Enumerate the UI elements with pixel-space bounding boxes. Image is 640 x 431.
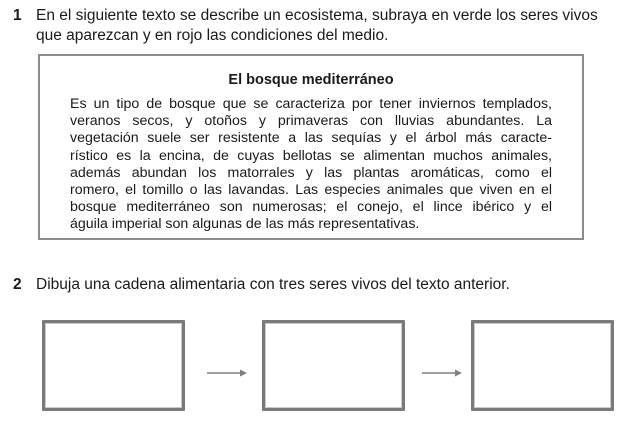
reading-line: romero, el tomillo o las lavandas. Las especies animales que viven en el [70,181,552,198]
question-2 [13,275,633,297]
food-chain-box-2[interactable] [262,320,405,411]
reading-title: El bosque mediterráneo [228,72,394,88]
reading-line: veranos secos, y otoños y primaveras con lluvias abundantes. La [70,113,552,130]
reading-line: bosque mediterráneo son numerosas; el conejo, el lince ibérico y el [70,199,552,216]
question-1-line-2: que aparezcan y en rojo las condiciones del medio. [36,27,389,44]
food-chain-box-3[interactable] [471,320,614,411]
reading-line: águila imperial son algunas de las más representativas. [70,216,420,233]
reading-body [70,96,552,234]
question-1-number: 1 [13,7,22,24]
reading-line: vegetación suele ser resistente a las sequías y el árbol más caracte- [70,130,552,147]
reading-box [38,54,584,240]
reading-line: rístico es la encina, de cuyas bellotas se alimentan muchos animales, [70,147,552,164]
right-arrow-icon [422,368,462,378]
reading-line: Es un tipo de bosque que se caracteriza por tener inviernos templados, [70,96,552,112]
reading-line: además abundan los matorrales y las plantas aromáticas, como el [70,164,552,181]
question-2-text: Dibuja una cadena alimentaria con tres seres vivos del texto anterior. [36,276,510,293]
question-2-number: 2 [13,276,22,293]
question-1-text [36,6,598,46]
question-1 [13,6,633,50]
question-1-line-1: En el siguiente texto se describe un ecosistema, subraya en verde los seres vivos [36,7,598,24]
right-arrow-icon [207,368,247,378]
food-chain-box-1[interactable] [42,320,185,411]
